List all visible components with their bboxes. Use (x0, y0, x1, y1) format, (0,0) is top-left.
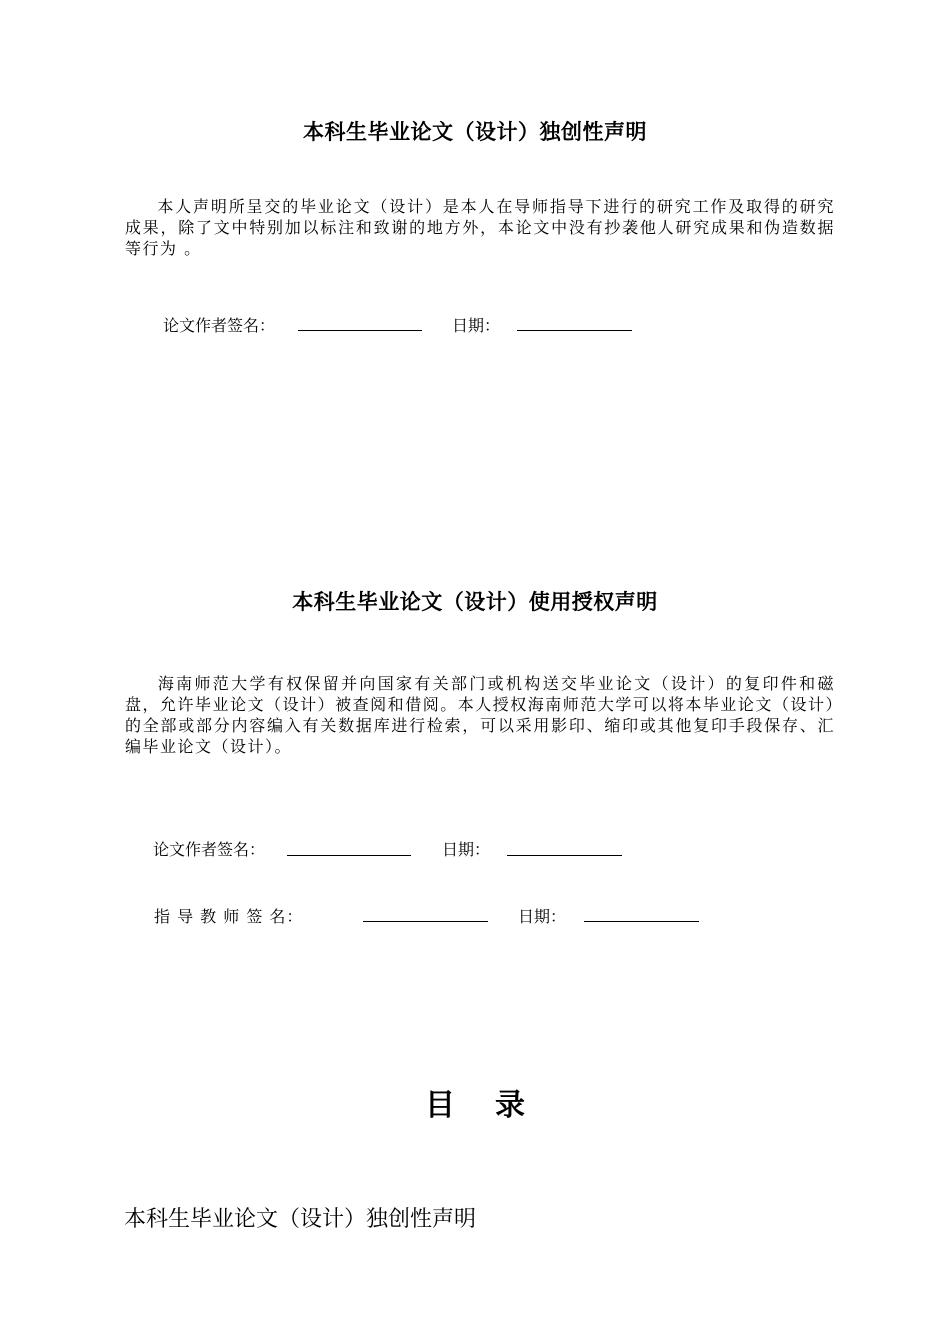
authorization-author-signature-label: 论文作者签名： (153, 840, 266, 859)
originality-title: 本科生毕业论文（设计）独创性声明 (303, 120, 647, 144)
originality-author-signature-label: 论文作者签名： (163, 316, 276, 335)
originality-date-label: 日期： (452, 316, 501, 335)
authorization-author-date-label: 日期： (442, 840, 491, 859)
authorization-author-date-line[interactable] (507, 855, 622, 856)
originality-paragraph (125, 196, 835, 259)
authorization-title: 本科生毕业论文（设计）使用授权声明 (292, 590, 658, 614)
advisor-signature-line[interactable] (363, 921, 488, 922)
advisor-date-label: 日期： (518, 907, 567, 926)
originality-date-line[interactable] (517, 330, 632, 331)
advisor-date-line[interactable] (584, 921, 699, 922)
authorization-paragraph (125, 673, 835, 757)
authorization-author-signature-line[interactable] (287, 855, 411, 856)
toc-heading: 目录 (425, 1088, 565, 1123)
originality-body: 本人声明所呈交的毕业论文（设计）是本人在导师指导下进行的研究工作及取得的研究成果，除了文中特别加以标注和致谢的地方外，本论文中没有抄袭他人研究成果和伪造数据等行为 。 (125, 197, 835, 258)
toc-item-originality[interactable]: 本科生毕业论文（设计）独创性声明 (124, 1207, 477, 1232)
authorization-body: 海南师范大学有权保留并向国家有关部门或机构送交毕业论文（设计）的复印件和磁盘，允许毕业论文（设计）被查阅和借阅。本人授权海南师范大学可以将本毕业论文（设计）的全部或部分内容编入有关数据库进行检索，可以采用影印、缩印或其他复印手段保存、汇编毕业论文（设计）。 (125, 674, 835, 756)
originality-author-signature-line[interactable] (298, 330, 422, 331)
advisor-signature-label: 指 导 教 师 签 名： (154, 907, 304, 926)
